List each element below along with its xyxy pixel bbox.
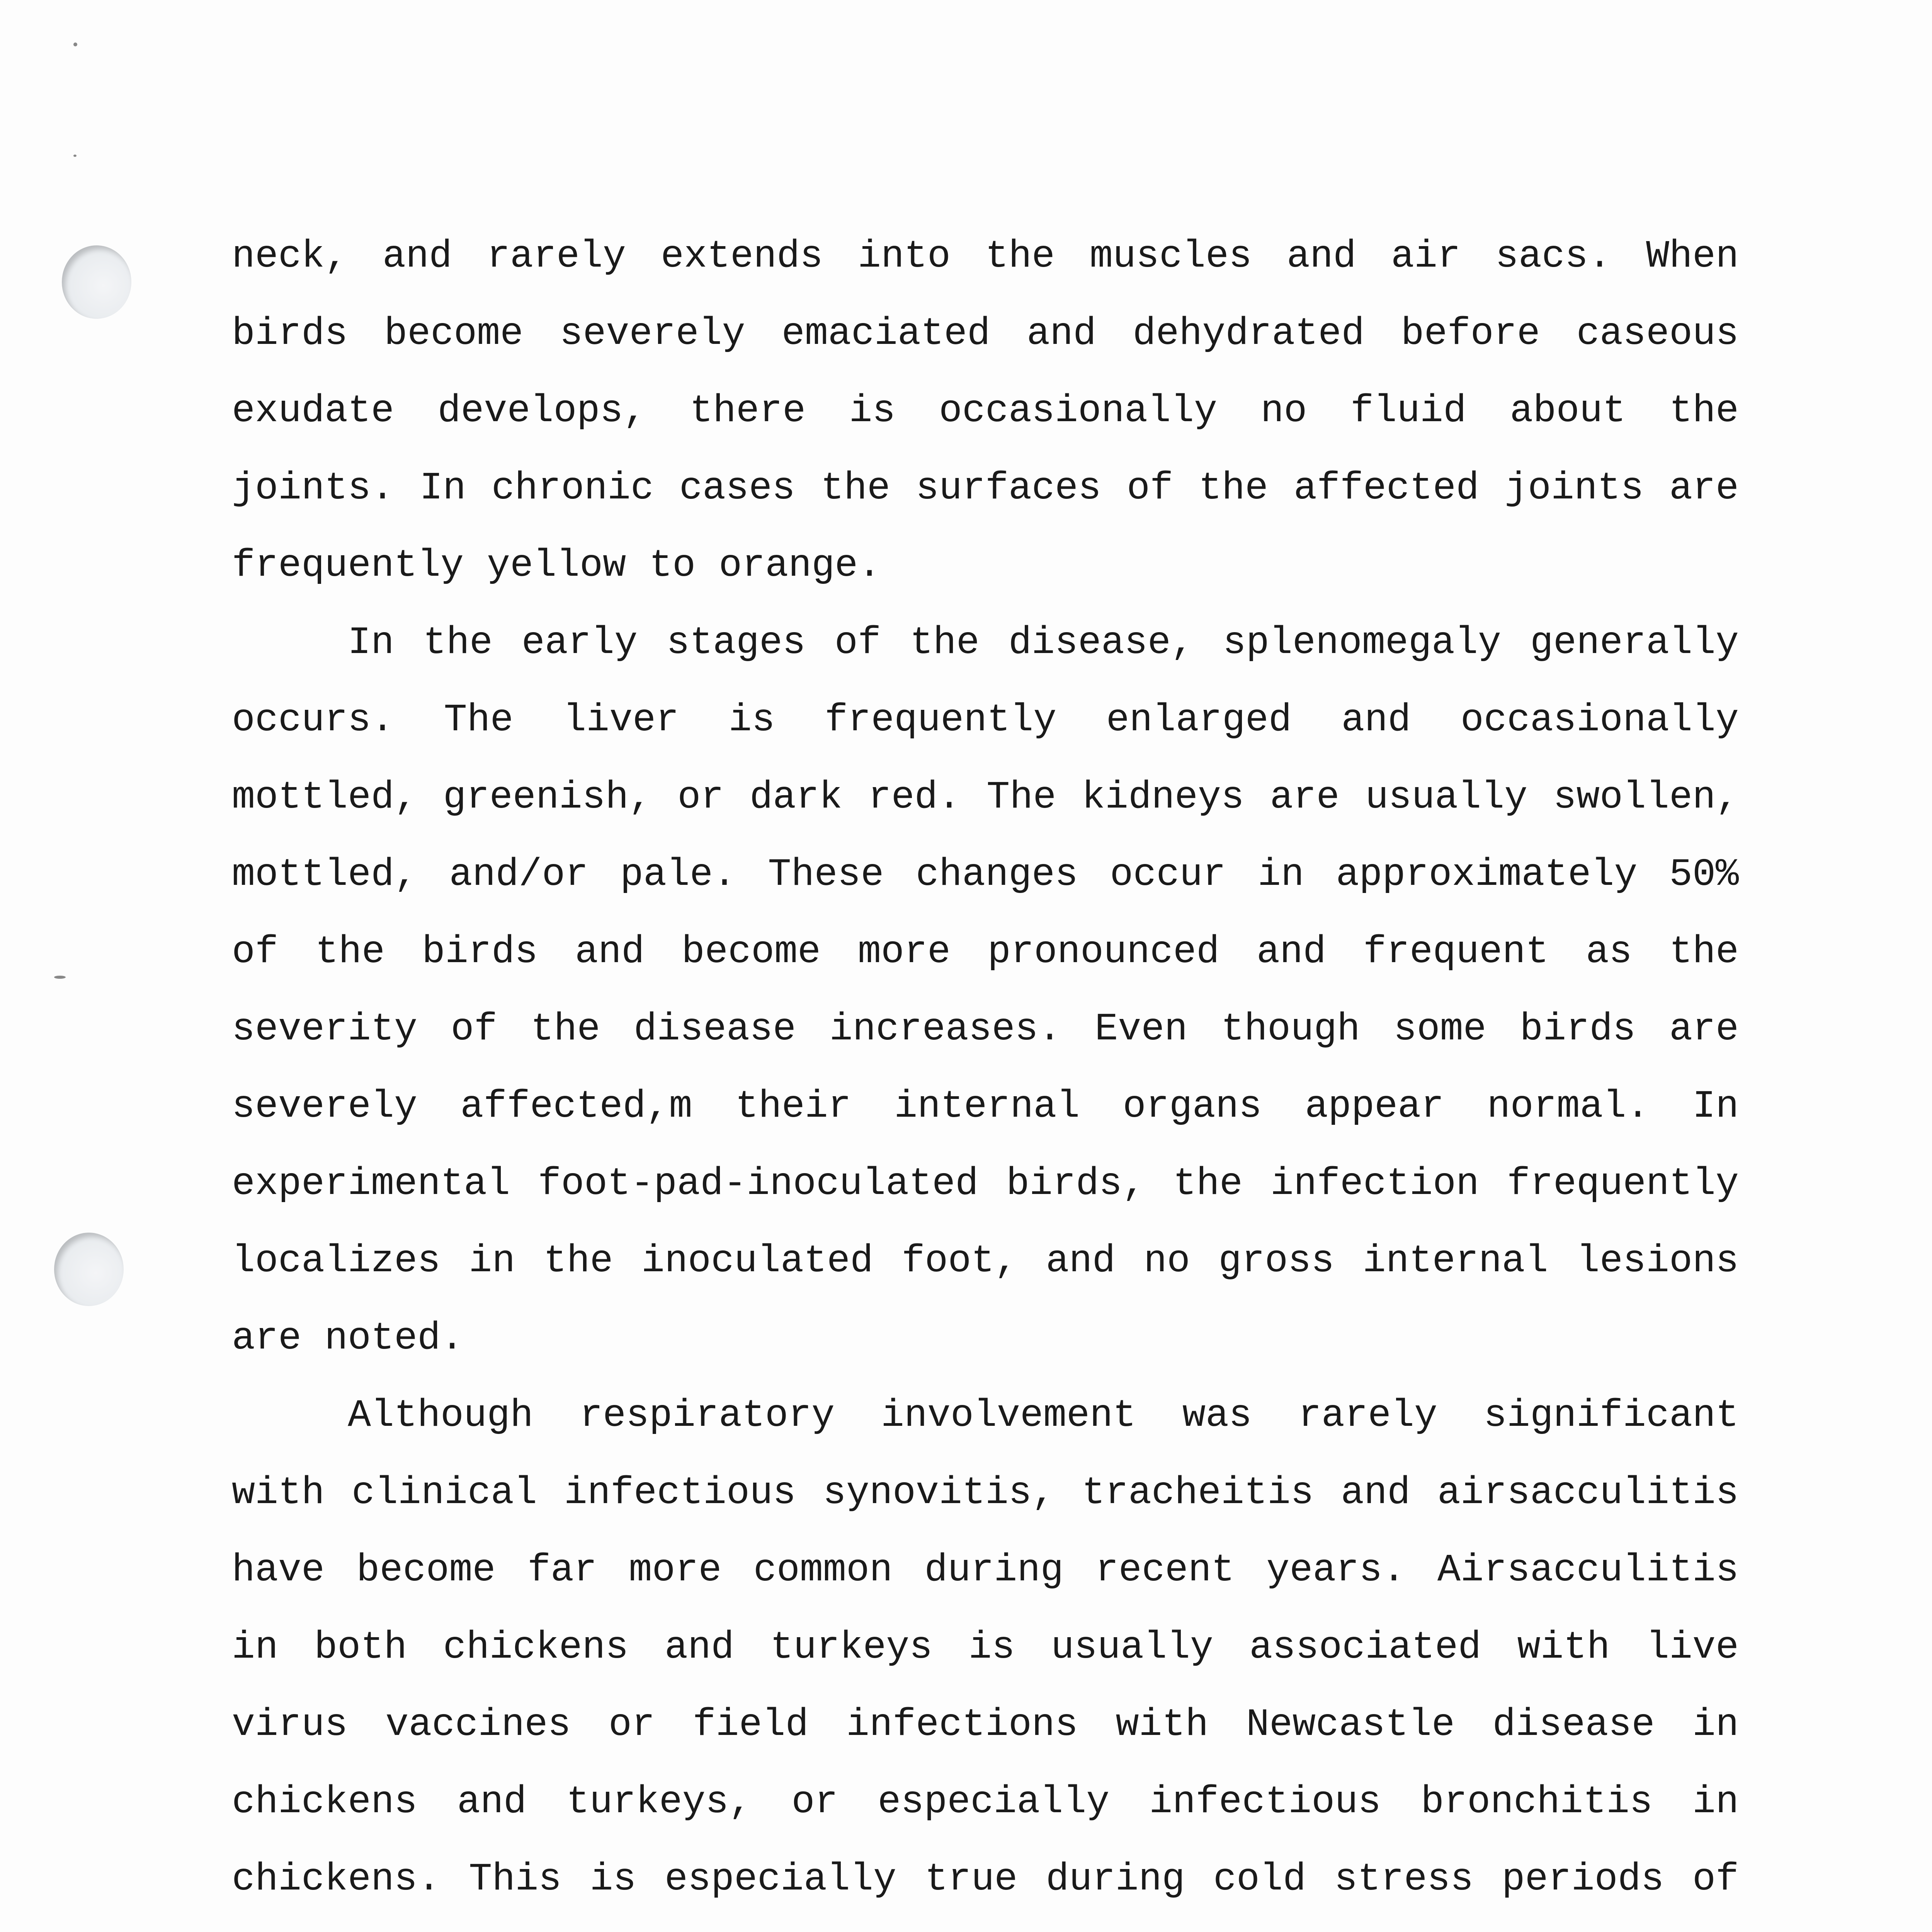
- paragraph-2: In the early stages of the disease, splenomegaly generally occurs. The liver is frequently enlarged and occasionally mottled, greenish, or dark red. The kidneys are usually swollen, mottled, and/or pale. These changes occur in approximately 50% of the birds and become more pronounced and frequent as the severity of the disease increases. Even though some birds are severely affected,m their internal organs appear normal. In experimental foot-pad-inoculated birds, the infection frequently localizes in the inoculated foot, and no gross internal lesions are noted.: [232, 621, 1739, 1361]
- binder-hole-top: [62, 245, 131, 319]
- paragraph-1: neck, and rarely extends into the muscles and air sacs. When birds become severely emaciated and dehydrated before caseous exudate develops, there is occasionally no fluid about the joints. In chronic cases the surfaces of the affected joints are frequently yellow to orange.: [232, 235, 1739, 588]
- body-text: [232, 218, 1739, 1932]
- scan-speck: [73, 155, 77, 157]
- scan-speck: [73, 43, 77, 46]
- scan-speck: [54, 976, 66, 979]
- binder-hole-middle: [54, 1233, 124, 1306]
- paragraph-3: Although respiratory involvement was rarely significant with clinical infectious synovitis, tracheitis and airsacculitis have become far more common during recent years. Airsacculitis in both chickens and turkeys is usually associated with live virus vaccines or field infections with Newcastle disease in chickens and turkeys, or especially infectious bronchitis in chickens. This is especially true during cold stress periods of: [232, 1394, 1739, 1901]
